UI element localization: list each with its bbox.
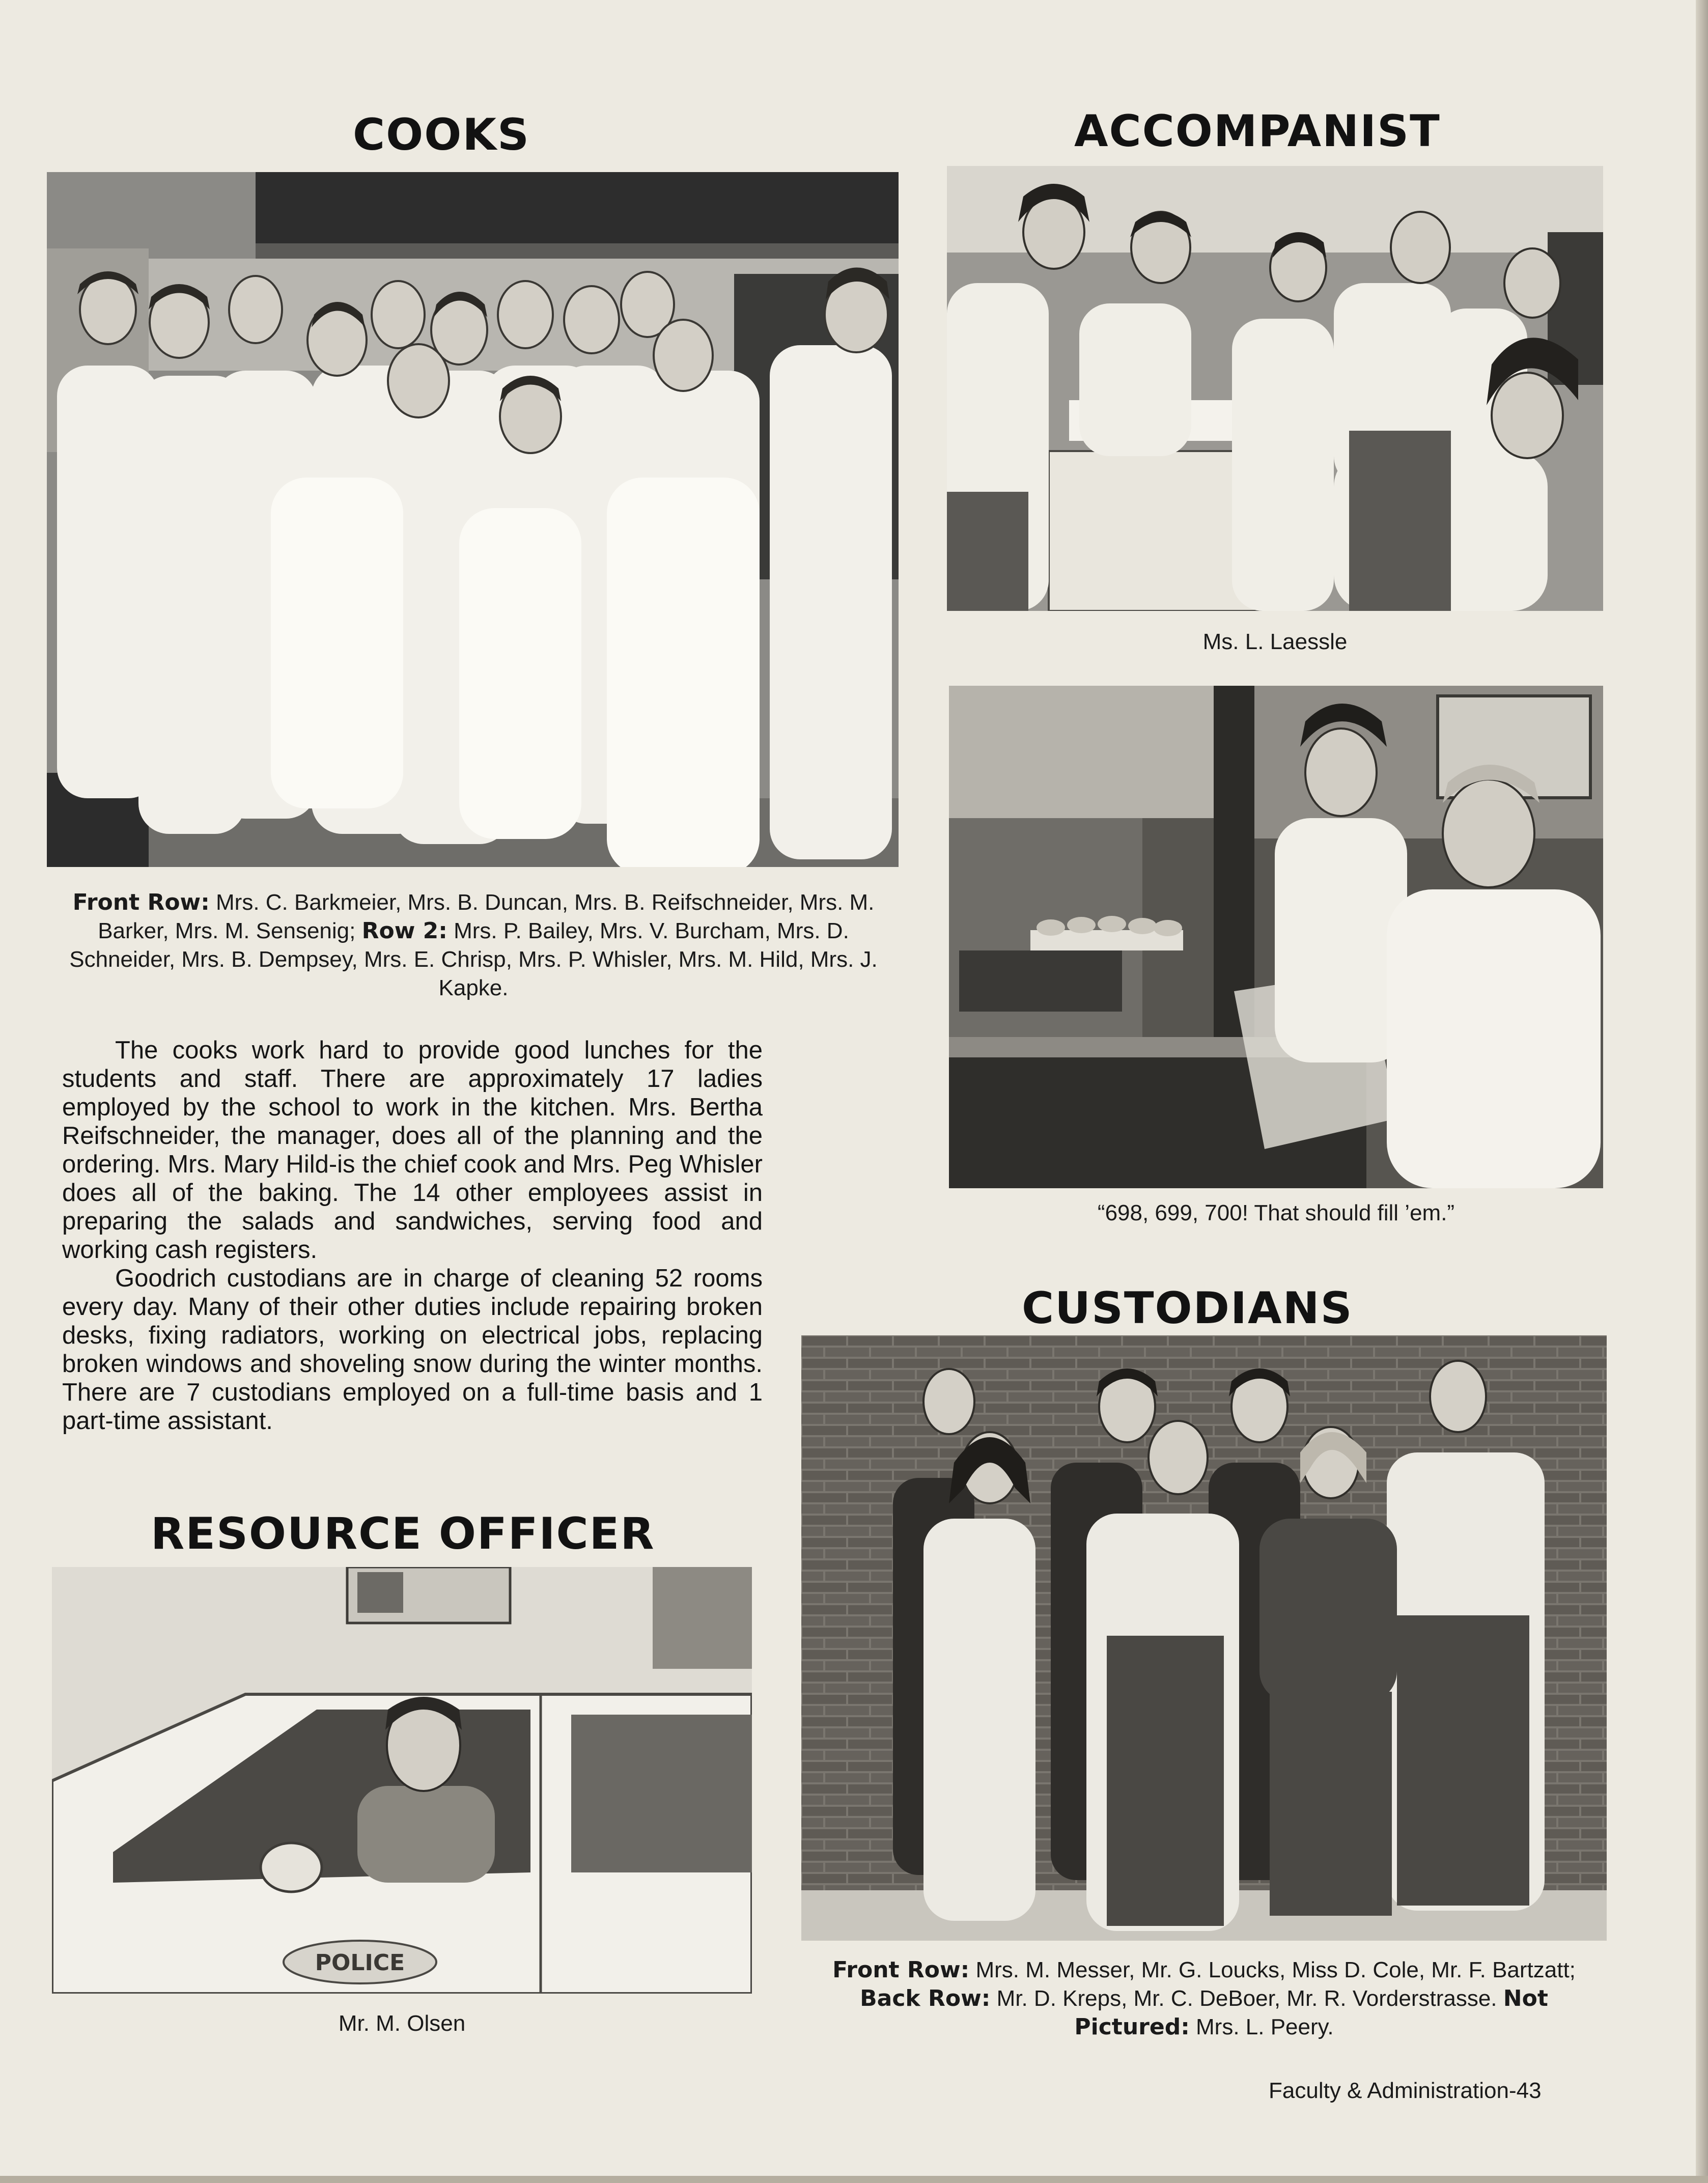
- cooks-row2-label: Row 2:: [361, 918, 447, 944]
- bakery-caption: “698, 699, 700! That should fill ’em.”: [1097, 1200, 1455, 1225]
- accompanist-photo: [947, 166, 1603, 611]
- binding-edge: [1696, 0, 1708, 2183]
- accompanist-caption: Ms. L. Laessle: [1202, 629, 1348, 654]
- custodians-back-row-names: Mr. D. Kreps, Mr. C. DeBoer, Mr. R. Vorderstrasse.: [990, 1986, 1503, 2011]
- cooks-row2-names: Mrs. P. Bailey, Mrs. V. Burcham, Mrs. D. Schneider, Mrs. B. Dempsey, Mrs. E. Chrisp, Mrs. P. Whisler, Mrs. M. Hild, Mrs. J. Kapke.: [69, 918, 878, 1000]
- article-body: [62, 1036, 763, 1435]
- bakery-photo: [949, 686, 1603, 1188]
- resource-officer-caption: Mr. M. Olsen: [338, 2011, 466, 2036]
- custodians-front-row-names: Mrs. M. Messer, Mr. G. Loucks, Miss D. Cole, Mr. F. Bartzatt;: [969, 1957, 1576, 1982]
- cooks-heading: COOKS: [353, 109, 530, 160]
- custodians-back-row-label: Back Row:: [860, 1985, 991, 2011]
- custodians-front-row-label: Front Row:: [832, 1957, 970, 1983]
- accompanist-heading: ACCOMPANIST: [1074, 106, 1441, 157]
- custodians-not-pictured-label: Not Pictured:: [1074, 1985, 1548, 2040]
- article-paragraph-cooks: The cooks work hard to provide good lunches for the students and staff. There are approximately 17 ladies employed by the school to work in the kitchen. Mrs. Bertha Reifschneider, the manager, does all of the planning and the ordering. Mrs. Mary Hild-is the chief cook and Mrs. Peg Whisler does all of the baking. The 14 other employees assist in preparing the salads and sandwiches, serving food and working cash registers.: [62, 1037, 763, 1264]
- article-paragraph-custodians: Goodrich custodians are in charge of cleaning 52 rooms every day. Many of their other duties include repairing broken desks, fixing radiators, working on electrical jobs, replacing broken windows and shoveling snow during the winter months. There are 7 custodians employed on a full-time basis and 1 part-time assistant.: [62, 1265, 763, 1435]
- cooks-photo: [47, 172, 899, 867]
- resource-officer-heading: RESOURCE OFFICER: [151, 1508, 655, 1559]
- police-door-text: POLICE: [315, 1950, 405, 1976]
- resource-officer-photo: [52, 1567, 752, 1994]
- cooks-front-row-names: Mrs. C. Barkmeier, Mrs. B. Duncan, Mrs. B. Reifschneider, Mrs. M. Barker, Mrs. M. Sensenig;: [98, 890, 875, 943]
- page-folio: Faculty & Administration-43: [1269, 2078, 1542, 2103]
- cooks-front-row-label: Front Row:: [72, 889, 210, 915]
- custodians-photo: [801, 1335, 1607, 1941]
- custodians-heading: CUSTODIANS: [1022, 1283, 1353, 1334]
- custodians-caption: [815, 1956, 1593, 2041]
- custodians-not-pictured-names: Mrs. L. Peery.: [1189, 2014, 1334, 2039]
- cooks-caption: [66, 888, 881, 1002]
- bottom-edge: [0, 2176, 1708, 2183]
